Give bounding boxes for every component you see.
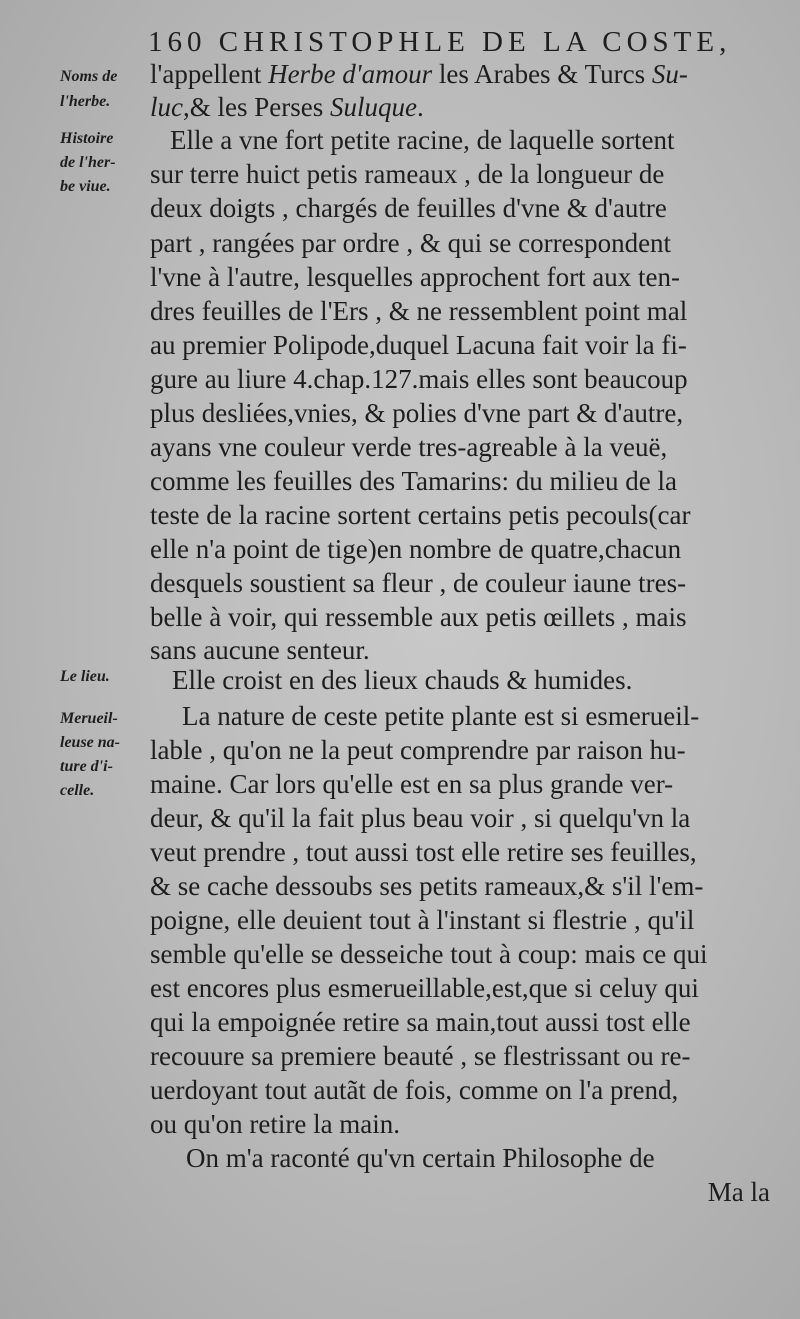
margin-note: l'herbe.	[60, 93, 111, 110]
margin-note: be viue.	[60, 178, 111, 195]
text-line: gure au liure 4.chap.127.mais elles sont beaucoup	[150, 364, 688, 394]
text-line: belle à voir, qui ressemble aux petis œillets , mais	[150, 602, 687, 632]
text-line: dres feuilles de l'Ers , & ne ressemblent point mal	[150, 296, 688, 326]
text-line: On m'a raconté qu'vn certain Philosophe de	[186, 1143, 655, 1173]
text-line: lable , qu'on ne la peut comprendre par raison hu-	[150, 735, 686, 765]
margin-note: de l'her-	[60, 154, 116, 171]
margin-note: Le lieu.	[60, 668, 110, 685]
text-line: uerdoyant tout autãt de fois, comme on l'a prend,	[150, 1075, 679, 1105]
margin-note: Merueil-	[60, 710, 118, 727]
margin-note: leuse na-	[60, 734, 120, 751]
running-head: 160 CHRISTOPHLE DE LA COSTE,	[148, 26, 732, 58]
text-line: Elle croist en des lieux chauds & humides.	[172, 665, 633, 695]
text-line: deur, & qu'il la fait plus beau voir , si quelqu'vn la	[150, 803, 691, 833]
text-line: ou qu'on retire la main.	[150, 1109, 401, 1139]
text-line: comme les feuilles des Tamarins: du milieu de la	[150, 466, 677, 496]
text-line: teste de la racine sortent certains petis pecouls(car	[150, 500, 691, 530]
text-line: recouure sa premiere beauté , se flestrissant ou re-	[150, 1041, 691, 1071]
catchword: Ma la	[707, 1177, 770, 1207]
text-line: desquels soustient sa fleur , de couleur iaune tres-	[150, 568, 687, 598]
text-line: veut prendre , tout aussi tost elle retire ses feuilles,	[150, 837, 697, 867]
text-line: luc,& les Perses Suluque.	[150, 92, 424, 122]
text-line: semble qu'elle se desseiche tout à coup: mais ce qui	[150, 939, 708, 969]
text-line: au premier Polipode,duquel Lacuna fait voir la fi-	[150, 330, 687, 360]
text-line: qui la empoignée retire sa main,tout aussi tost elle	[150, 1007, 691, 1037]
margin-note: Histoire	[60, 130, 114, 147]
text-line: deux doigts , chargés de feuilles d'vne & d'autre	[150, 193, 667, 223]
text-line: La nature de ceste petite plante est si esmerueil-	[182, 701, 700, 731]
margin-note: Noms de	[60, 68, 118, 85]
text-line: maine. Car lors qu'elle est en sa plus grande ver-	[150, 769, 674, 799]
text-line: & se cache dessoubs ses petits rameaux,& s'il l'em-	[150, 871, 704, 901]
text-line: l'vne à l'autre, lesquelles approchent fort aux ten-	[150, 262, 681, 292]
margin-note: celle.	[60, 782, 95, 799]
text-line: plus desliées,vnies, & polies d'vne part & d'autre,	[150, 398, 684, 428]
margin-note: ture d'i-	[60, 758, 113, 775]
text-line: poigne, elle deuient tout à l'instant si flestrie , qu'il	[150, 905, 695, 935]
text-line: sur terre huict petis rameaux , de la longueur de	[150, 159, 665, 189]
text-line: part , rangées par ordre , & qui se correspondent	[150, 228, 672, 258]
text-line: ayans vne couleur verde tres-agreable à la veuë,	[150, 432, 668, 462]
text-line: Elle a vne fort petite racine, de laquelle sortent	[170, 125, 675, 155]
text-line: est encores plus esmerueillable,est,que si celuy qui	[150, 973, 699, 1003]
text-line: l'appellent Herbe d'amour les Arabes & Turcs Su-	[150, 59, 688, 89]
text-line: sans aucune senteur.	[150, 635, 370, 665]
text-line: elle n'a point de tige)en nombre de quatre,chacun	[150, 534, 682, 564]
